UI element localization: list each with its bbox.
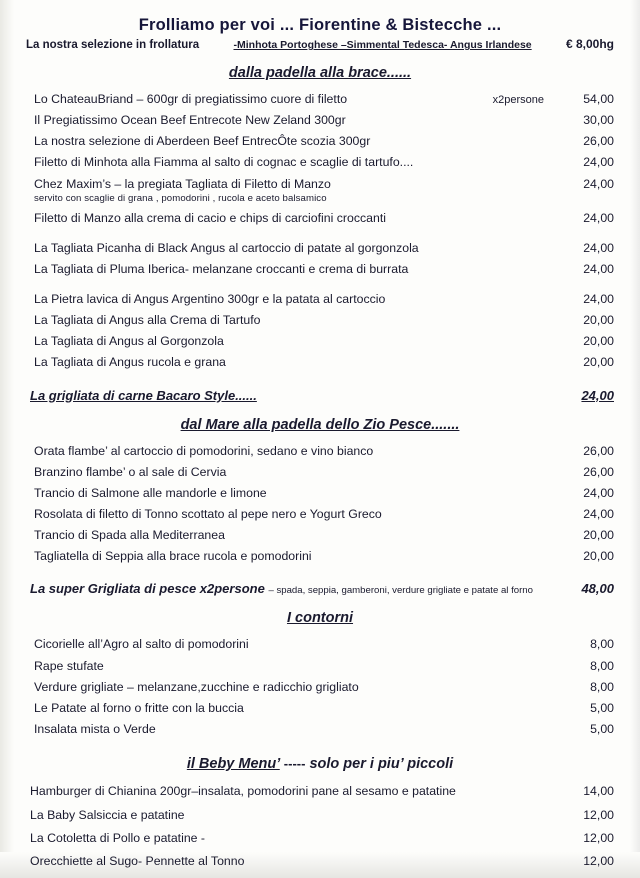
item-price: 20,00 bbox=[583, 334, 614, 349]
menu-row bbox=[30, 110, 614, 131]
item-price: 20,00 bbox=[583, 355, 614, 370]
subtitle-center: -Minhota Portoghese –Simmental Tedesca- Angus Irlandese bbox=[233, 39, 532, 51]
item-name: Filetto di Manzo alla crema di cacio e chips di carciofini croccanti bbox=[34, 210, 386, 225]
item-price: 54,00 bbox=[583, 92, 614, 106]
menu-row bbox=[30, 698, 614, 719]
menu-row bbox=[30, 131, 614, 152]
item-name: Le Patate al forno o fritte con la buccia bbox=[34, 700, 244, 715]
menu-row bbox=[30, 504, 614, 525]
item-name: Insalata mista o Verde bbox=[34, 722, 156, 737]
item-note: x2persone bbox=[492, 94, 544, 106]
section-heading-baby-menu bbox=[26, 756, 614, 772]
menu-row bbox=[30, 352, 614, 373]
item-price: 14,00 bbox=[583, 784, 614, 799]
item-price: 26,00 bbox=[583, 464, 614, 479]
menu-row bbox=[30, 634, 614, 655]
item-name: Orata flambe’ al cartoccio di pomodorini, sedano e vino bianco bbox=[34, 443, 374, 458]
menu-row bbox=[30, 827, 614, 850]
item-name: Il Pregiatissimo Ocean Beef Entrecote New Zeland 300gr bbox=[34, 113, 346, 128]
item-name: Filetto di Minhota alla Fiamma al salto di cognac e scaglie di tartufo.... bbox=[34, 155, 414, 170]
item-price: 24,00 bbox=[583, 485, 614, 500]
special-price: 48,00 bbox=[581, 581, 614, 597]
special-name bbox=[30, 581, 562, 596]
item-name: Rosolata di filetto di Tonno scottato al pepe nero e Yogurt Greco bbox=[34, 507, 382, 522]
item-price: 5,00 bbox=[590, 722, 614, 737]
special-description: – spada, seppia, gamberoni, verdure grigliate e patate al forno bbox=[268, 585, 533, 597]
item-name: Lo ChateauBriand – 600gr di pregiatissimo cuore di filetto bbox=[34, 92, 348, 106]
menu-row bbox=[30, 174, 614, 195]
section-heading-sides: I contorni bbox=[286, 610, 354, 627]
item-price: 12,00 bbox=[583, 854, 614, 869]
menu-row bbox=[30, 310, 614, 331]
item-name: La Baby Salsiccia e patatine bbox=[30, 807, 185, 822]
item-name: Trancio di Salmone alle mandorle e limone bbox=[34, 485, 267, 500]
item-name: La Cotoletta di Pollo e patatine - bbox=[30, 830, 206, 845]
item-price: 26,00 bbox=[583, 134, 614, 149]
item-price: 12,00 bbox=[583, 830, 614, 845]
item-subnote: servito con scaglie di grana , pomodorini , rucola e aceto balsamico bbox=[34, 192, 327, 204]
menu-row bbox=[30, 259, 614, 280]
item-price: 24,00 bbox=[583, 240, 614, 255]
baby-menu-tagline: solo per i piu’ piccoli bbox=[309, 756, 454, 773]
item-price: 8,00 bbox=[590, 658, 614, 673]
menu-row bbox=[30, 89, 614, 110]
item-name: Chez Maxim’s – la pregiata Tagliata di Filetto di Manzo bbox=[34, 176, 331, 191]
item-name: Branzino flambe’ o al sale di Cervia bbox=[34, 464, 227, 479]
item-name: Verdure grigliate – melanzane,zucchine e radicchio grigliato bbox=[34, 679, 359, 694]
section-items-sides bbox=[26, 634, 614, 740]
menu-row bbox=[30, 441, 614, 462]
item-name: Orecchiette al Sugo- Pennette al Tonno bbox=[30, 854, 245, 869]
special-title: La super Grigliata di pesce x2persone bbox=[30, 581, 265, 597]
item-name: Trancio di Spada alla Mediterranea bbox=[34, 528, 225, 543]
item-name: La Tagliata di Angus al Gorgonzola bbox=[34, 334, 224, 349]
item-price: 20,00 bbox=[583, 549, 614, 564]
menu-row bbox=[30, 462, 614, 483]
special-name: La grigliata di carne Bacaro Style...... bbox=[30, 387, 257, 403]
item-name: Tagliatella di Seppia alla brace rucola e pomodorini bbox=[34, 549, 312, 564]
item-price: 24,00 bbox=[583, 155, 614, 170]
item-name: Cicorielle all’Agro al salto di pomodorini bbox=[34, 637, 249, 652]
subtitle-row bbox=[26, 37, 614, 51]
section-items-baby-menu bbox=[26, 780, 614, 873]
item-price: 24,00 bbox=[583, 176, 614, 191]
item-price: 30,00 bbox=[583, 113, 614, 128]
item-name: Hamburger di Chianina 200gr–insalata, pomodorini pane al sesamo e patatine bbox=[30, 784, 456, 799]
menu-row bbox=[30, 677, 614, 698]
menu-row bbox=[30, 525, 614, 546]
item-price: 26,00 bbox=[583, 443, 614, 458]
special-grigliata-pesce bbox=[26, 581, 614, 596]
subtitle-price: € 8,00hg bbox=[565, 37, 614, 51]
baby-menu-title: il Beby Menu’ bbox=[186, 756, 280, 773]
menu-row bbox=[30, 289, 614, 310]
item-name: La Tagliata di Pluma Iberica- melanzane croccanti e crema di burrata bbox=[34, 261, 409, 276]
section-items-grill bbox=[26, 89, 614, 374]
menu-row bbox=[30, 238, 614, 259]
special-price: 24,00 bbox=[581, 387, 614, 403]
item-price: 24,00 bbox=[583, 261, 614, 276]
menu-row bbox=[30, 152, 614, 173]
page-title: Frolliamo per voi ... Fiorentine & Bistecche ... bbox=[138, 16, 502, 34]
special-grigliata-carne bbox=[26, 388, 614, 403]
section-heading-grill: dalla padella alla brace...... bbox=[228, 65, 412, 81]
item-name: La Pietra lavica di Angus Argentino 300gr e la patata al cartoccio bbox=[34, 292, 386, 307]
item-price: 8,00 bbox=[590, 637, 614, 652]
item-name: La Tagliata Picanha di Black Angus al cartoccio di patate al gorgonzola bbox=[34, 240, 419, 255]
item-name: Rape stufate bbox=[34, 658, 104, 673]
menu-row bbox=[30, 208, 614, 229]
subtitle-left: La nostra selezione in frollatura bbox=[26, 39, 200, 51]
menu-row bbox=[30, 331, 614, 352]
menu-row bbox=[30, 719, 614, 740]
baby-menu-dashes: ----- bbox=[283, 756, 306, 772]
section-heading-fish: dal Mare alla padella dello Zio Pesce....... bbox=[180, 416, 460, 433]
menu-row bbox=[30, 546, 614, 567]
item-price: 20,00 bbox=[583, 313, 614, 328]
item-name: La nostra selezione di Aberdeen Beef EntrecÔte scozia 300gr bbox=[34, 134, 371, 149]
menu-row bbox=[30, 483, 614, 504]
item-name: La Tagliata di Angus rucola e grana bbox=[34, 355, 226, 370]
item-price: 24,00 bbox=[583, 292, 614, 307]
menu-row bbox=[30, 780, 614, 803]
item-name: La Tagliata di Angus alla Crema di Tartufo bbox=[34, 313, 261, 328]
item-price: 5,00 bbox=[590, 700, 614, 715]
item-price: 8,00 bbox=[590, 679, 614, 694]
menu-row bbox=[30, 850, 614, 873]
item-price: 12,00 bbox=[583, 807, 614, 822]
item-price: 24,00 bbox=[583, 210, 614, 225]
section-items-fish bbox=[26, 441, 614, 568]
item-price: 24,00 bbox=[583, 507, 614, 522]
item-price: 20,00 bbox=[583, 528, 614, 543]
menu-row bbox=[30, 656, 614, 677]
menu-row bbox=[30, 804, 614, 827]
